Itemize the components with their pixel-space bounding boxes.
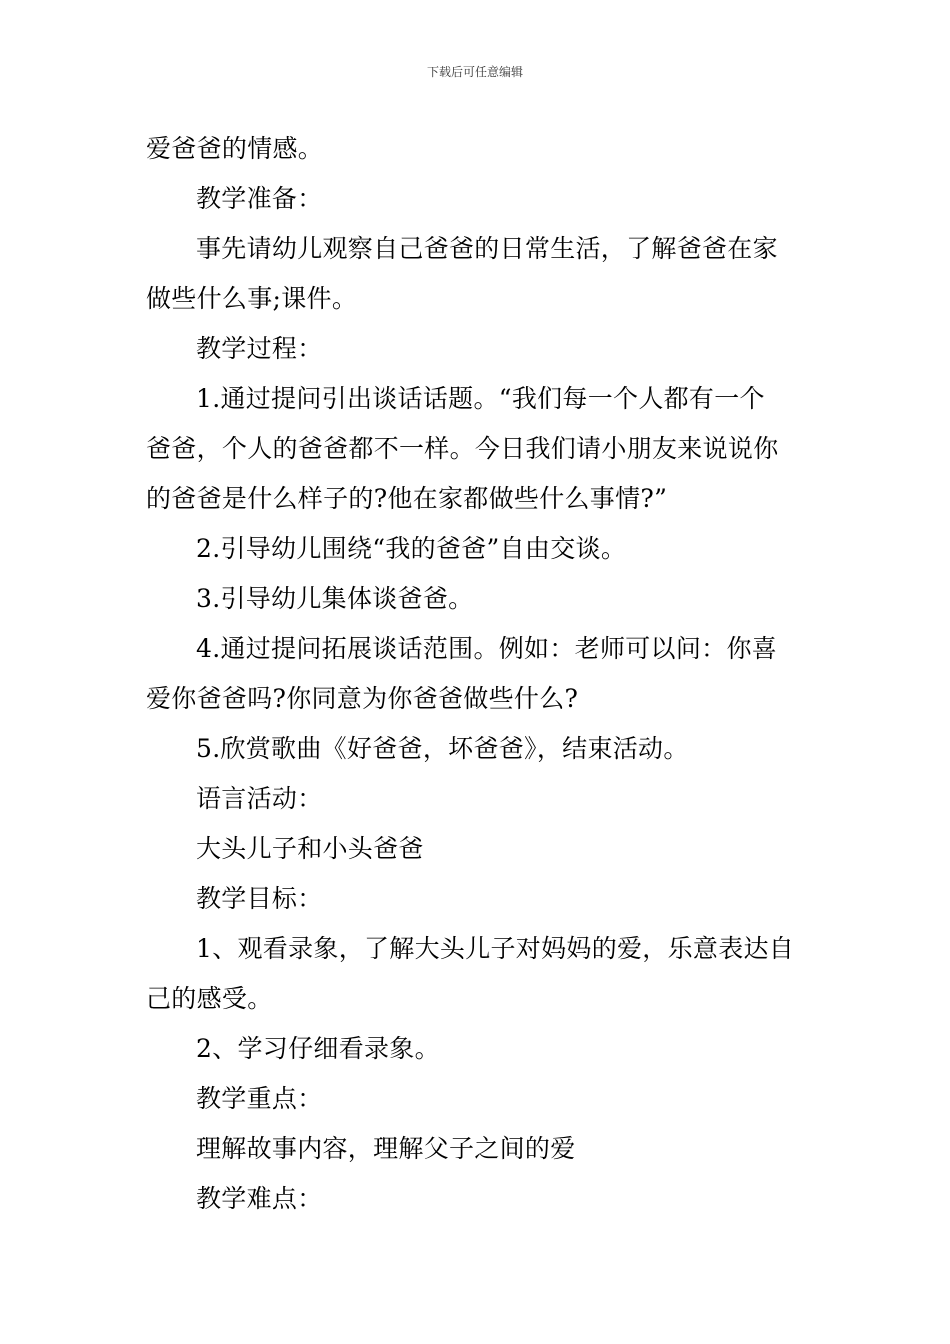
list-item-line: 5.欣赏歌曲《好爸爸，坏爸爸》，结束活动。 (196, 734, 689, 763)
paragraph-line: 做些什么事;课件。 (146, 284, 358, 313)
list-item-line: 4.通过提问拓展谈话范围。例如：老师可以问：你喜 (196, 634, 778, 663)
list-item-line: 的爸爸是什么样子的?他在家都做些什么事情?” (146, 484, 668, 513)
list-item-line: 1.通过提问引出谈话话题。“我们每一个人都有一个 (196, 384, 765, 413)
document-body (146, 124, 810, 1224)
section-heading: 教学重点： (196, 1084, 323, 1113)
section-heading: 教学准备： (196, 184, 323, 213)
list-item-line: 己的感受。 (146, 984, 273, 1013)
section-heading: 教学难点： (196, 1184, 323, 1213)
list-item-line: 1、观看录象，了解大头儿子对妈妈的爱，乐意表达自 (196, 934, 795, 963)
activity-title: 大头儿子和小头爸爸 (196, 834, 424, 863)
section-heading: 教学过程： (196, 334, 323, 363)
section-heading: 教学目标： (196, 884, 323, 913)
list-item-line: 2.引导幼儿围绕“我的爸爸”自由交谈。 (196, 534, 627, 563)
list-item-line: 2、学习仔细看录象。 (196, 1034, 440, 1063)
list-item-line: 3.引导幼儿集体谈爸爸。 (196, 584, 474, 613)
page-header: 下载后可任意编辑 (426, 65, 523, 79)
paragraph-line: 事先请幼儿观察自己爸爸的日常生活，了解爸爸在家 (196, 234, 778, 263)
paragraph-line: 理解故事内容，理解父子之间的爱 (196, 1134, 576, 1163)
list-item-line: 爸爸，个人的爸爸都不一样。今日我们请小朋友来说说你 (146, 434, 779, 463)
paragraph-line: 爱爸爸的情感。 (146, 134, 324, 163)
list-item-line: 爱你爸爸吗?你同意为你爸爸做些什么? (146, 684, 579, 713)
section-heading: 语言活动： (196, 784, 323, 813)
